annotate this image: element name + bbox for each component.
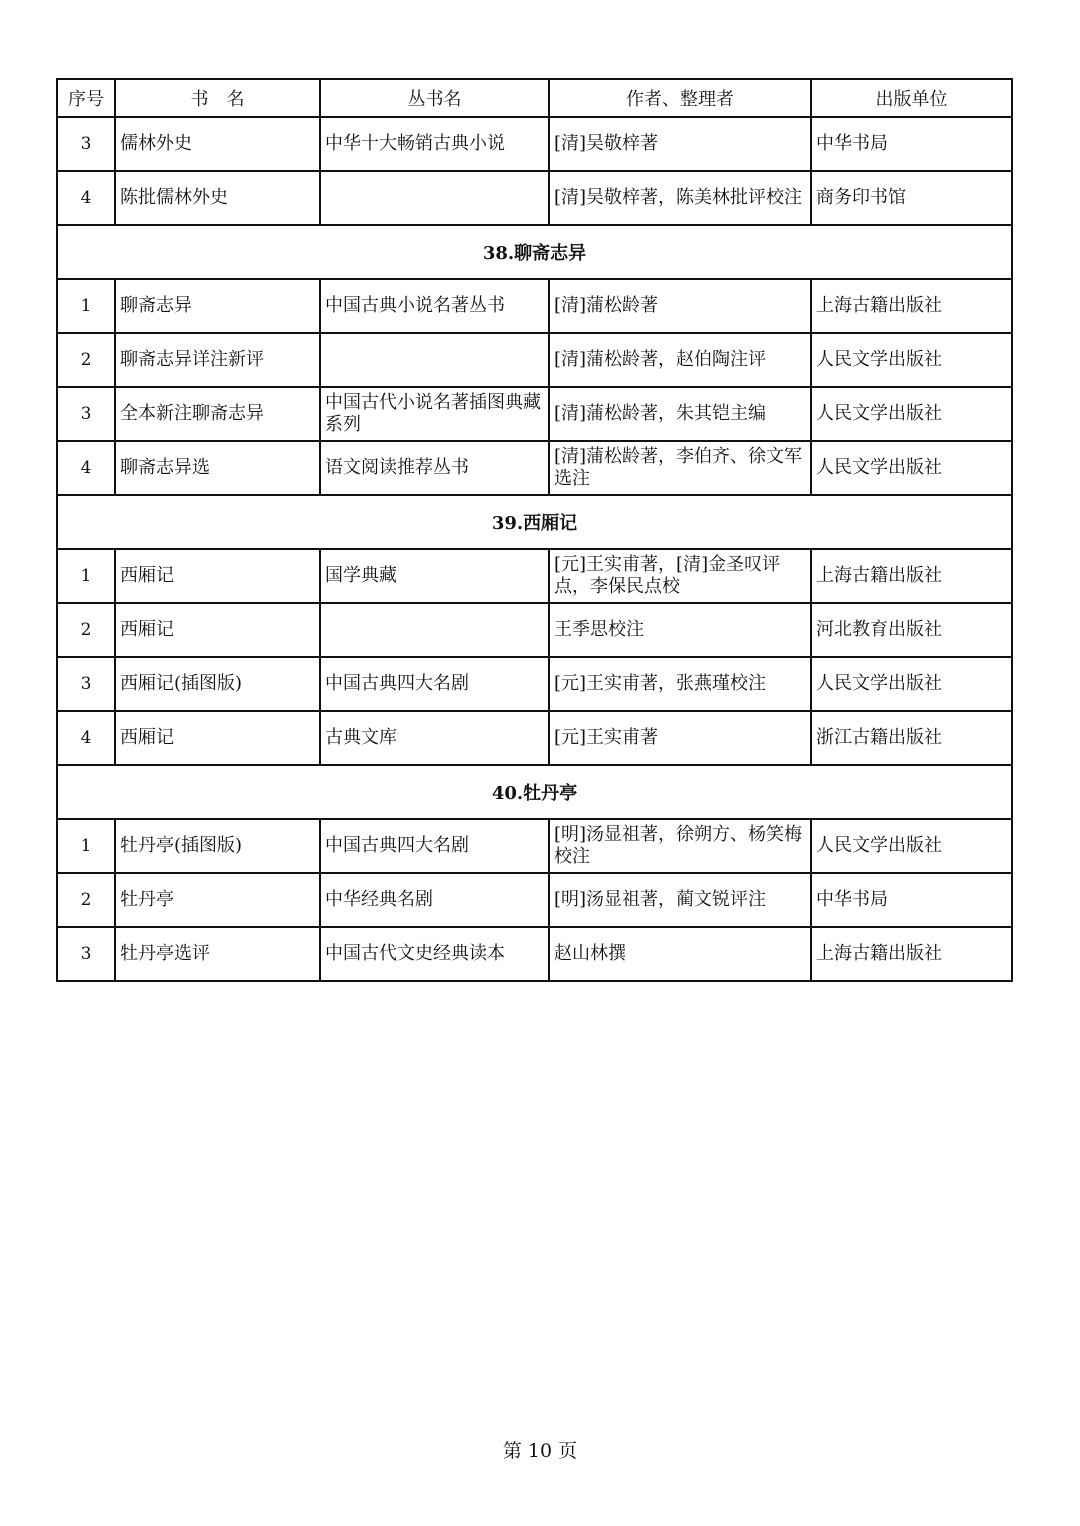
section-heading-row (57, 225, 1012, 279)
cell-author: [清]吴敬梓著 (549, 117, 811, 171)
cell-series: 国学典藏 (320, 549, 549, 603)
table-row (57, 333, 1012, 387)
cell-author: [清]蒲松龄著，李伯齐、徐文军选注 (549, 441, 811, 495)
cell-publisher: 上海古籍出版社 (811, 927, 1012, 981)
cell-seq: 3 (57, 117, 115, 171)
cell-series: 中国古典四大名剧 (320, 657, 549, 711)
section-heading-row (57, 765, 1012, 819)
cell-title: 西厢记 (115, 603, 320, 657)
cell-publisher: 人民文学出版社 (811, 441, 1012, 495)
header-seq: 序号 (57, 79, 115, 117)
cell-title: 全本新注聊斋志异 (115, 387, 320, 441)
cell-series: 中国古代文史经典读本 (320, 927, 549, 981)
cell-title: 聊斋志异详注新评 (115, 333, 320, 387)
table-row (57, 603, 1012, 657)
cell-series: 中华十大畅销古典小说 (320, 117, 549, 171)
table-row (57, 873, 1012, 927)
header-series: 丛书名 (320, 79, 549, 117)
table-row (57, 171, 1012, 225)
section-heading-row (57, 495, 1012, 549)
cell-author: 赵山林撰 (549, 927, 811, 981)
cell-title: 陈批儒林外史 (115, 171, 320, 225)
table-row (57, 117, 1012, 171)
table-row (57, 549, 1012, 603)
cell-publisher: 人民文学出版社 (811, 657, 1012, 711)
cell-seq: 2 (57, 873, 115, 927)
cell-series: 语文阅读推荐丛书 (320, 441, 549, 495)
cell-series (320, 603, 549, 657)
cell-title: 牡丹亭 (115, 873, 320, 927)
cell-series: 古典文库 (320, 711, 549, 765)
cell-seq: 2 (57, 603, 115, 657)
cell-seq: 4 (57, 711, 115, 765)
cell-title: 儒林外史 (115, 117, 320, 171)
cell-seq: 4 (57, 171, 115, 225)
cell-title: 西厢记 (115, 711, 320, 765)
cell-title: 西厢记(插图版) (115, 657, 320, 711)
table-row (57, 387, 1012, 441)
cell-title: 牡丹亭(插图版) (115, 819, 320, 873)
cell-seq: 3 (57, 387, 115, 441)
table-body (57, 117, 1012, 981)
cell-author: [明]汤显祖著，蔺文锐评注 (549, 873, 811, 927)
table-row (57, 711, 1012, 765)
cell-publisher: 人民文学出版社 (811, 333, 1012, 387)
cell-series (320, 333, 549, 387)
header-title: 书 名 (115, 79, 320, 117)
section-heading: 40.牡丹亭 (57, 765, 1012, 819)
cell-publisher: 中华书局 (811, 873, 1012, 927)
cell-publisher: 人民文学出版社 (811, 387, 1012, 441)
cell-author: [清]蒲松龄著 (549, 279, 811, 333)
cell-publisher: 中华书局 (811, 117, 1012, 171)
cell-publisher: 浙江古籍出版社 (811, 711, 1012, 765)
cell-seq: 4 (57, 441, 115, 495)
book-list-table (56, 78, 1013, 982)
cell-author: [元]王实甫著，张燕瑾校注 (549, 657, 811, 711)
cell-publisher: 河北教育出版社 (811, 603, 1012, 657)
cell-seq: 1 (57, 819, 115, 873)
table-row (57, 279, 1012, 333)
table-row (57, 819, 1012, 873)
cell-seq: 3 (57, 927, 115, 981)
cell-author: [清]蒲松龄著，朱其铠主编 (549, 387, 811, 441)
header-publisher: 出版单位 (811, 79, 1012, 117)
page-number: 第 10 页 (502, 1440, 578, 1462)
cell-publisher: 商务印书馆 (811, 171, 1012, 225)
table-row (57, 657, 1012, 711)
cell-seq: 1 (57, 279, 115, 333)
cell-publisher: 人民文学出版社 (811, 819, 1012, 873)
cell-author: 王季思校注 (549, 603, 811, 657)
cell-series: 中国古代小说名著插图典藏系列 (320, 387, 549, 441)
cell-author: [清]吴敬梓著，陈美林批评校注 (549, 171, 811, 225)
cell-seq: 3 (57, 657, 115, 711)
section-heading: 38.聊斋志异 (57, 225, 1012, 279)
cell-publisher: 上海古籍出版社 (811, 279, 1012, 333)
section-heading: 39.西厢记 (57, 495, 1012, 549)
cell-series: 中国古典小说名著丛书 (320, 279, 549, 333)
cell-author: [明]汤显祖著，徐朔方、杨笑梅校注 (549, 819, 811, 873)
cell-title: 聊斋志异选 (115, 441, 320, 495)
cell-author: [清]蒲松龄著，赵伯陶注评 (549, 333, 811, 387)
cell-author: [元]王实甫著，[清]金圣叹评点，李保民点校 (549, 549, 811, 603)
cell-publisher: 上海古籍出版社 (811, 549, 1012, 603)
table-row (57, 927, 1012, 981)
cell-series: 中华经典名剧 (320, 873, 549, 927)
table-row (57, 441, 1012, 495)
cell-series (320, 171, 549, 225)
cell-seq: 1 (57, 549, 115, 603)
header-author: 作者、整理者 (549, 79, 811, 117)
cell-seq: 2 (57, 333, 115, 387)
cell-title: 西厢记 (115, 549, 320, 603)
cell-title: 聊斋志异 (115, 279, 320, 333)
cell-author: [元]王实甫著 (549, 711, 811, 765)
table-header-row (57, 79, 1012, 117)
cell-title: 牡丹亭选评 (115, 927, 320, 981)
cell-series: 中国古典四大名剧 (320, 819, 549, 873)
